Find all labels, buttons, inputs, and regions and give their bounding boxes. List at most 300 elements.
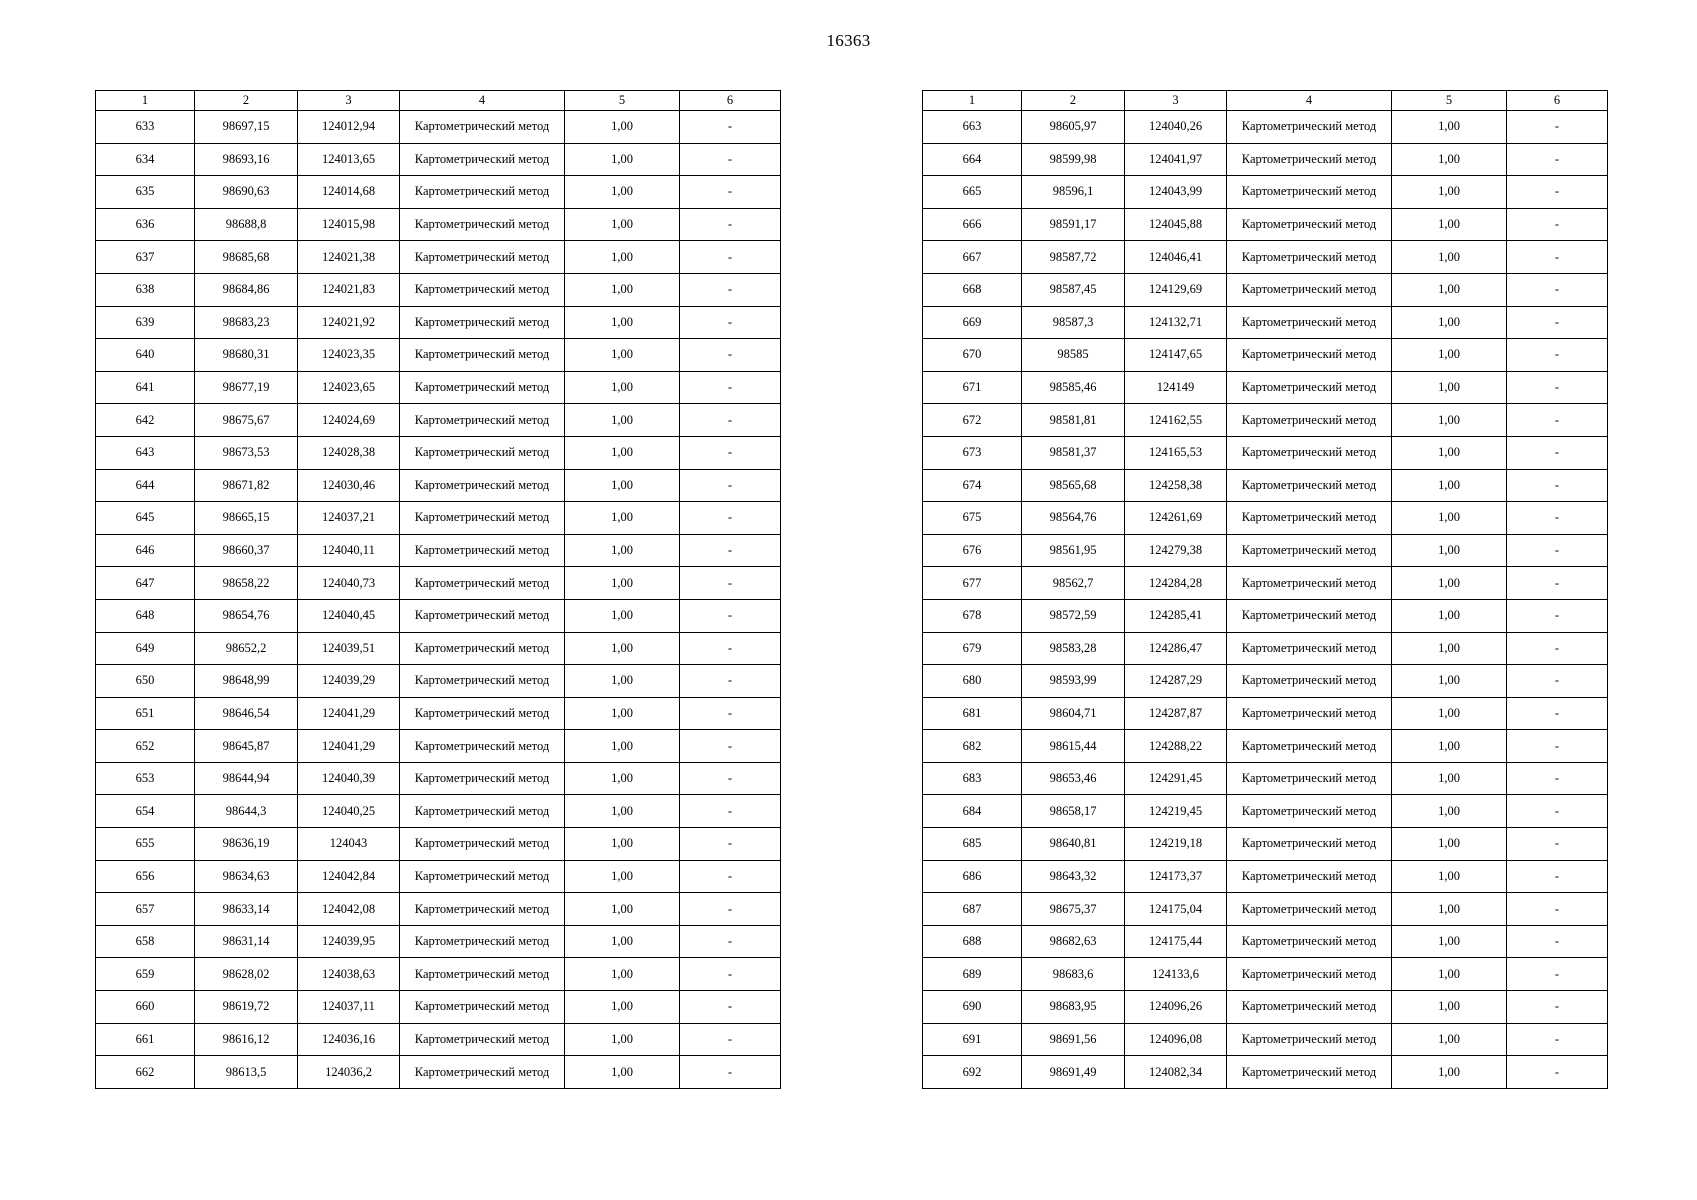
y-coordinate-cell: 124286,47 <box>1125 632 1227 665</box>
description-cell: - <box>1507 762 1608 795</box>
table-row <box>96 339 781 372</box>
accuracy-cell: 1,00 <box>565 697 680 730</box>
accuracy-cell: 1,00 <box>565 1023 680 1056</box>
method-cell: Картометрический метод <box>400 762 565 795</box>
point-number-cell: 677 <box>923 567 1022 600</box>
table-row <box>96 208 781 241</box>
point-number-cell: 645 <box>96 502 195 535</box>
y-coordinate-cell: 124173,37 <box>1125 860 1227 893</box>
y-coordinate-cell: 124046,41 <box>1125 241 1227 274</box>
description-cell: - <box>1507 893 1608 926</box>
table-row <box>96 762 781 795</box>
table-row <box>923 730 1608 763</box>
accuracy-cell: 1,00 <box>1392 339 1507 372</box>
accuracy-cell: 1,00 <box>565 632 680 665</box>
method-cell: Картометрический метод <box>1227 991 1392 1024</box>
y-coordinate-cell: 124023,65 <box>298 371 400 404</box>
table-row <box>96 534 781 567</box>
description-cell: - <box>1507 730 1608 763</box>
table-row <box>96 567 781 600</box>
point-number-cell: 674 <box>923 469 1022 502</box>
description-cell: - <box>1507 958 1608 991</box>
accuracy-cell: 1,00 <box>1392 1023 1507 1056</box>
point-number-cell: 681 <box>923 697 1022 730</box>
point-number-cell: 662 <box>96 1056 195 1089</box>
method-cell: Картометрический метод <box>400 208 565 241</box>
x-coordinate-cell: 98605,97 <box>1022 111 1125 144</box>
table-row <box>96 925 781 958</box>
table-header-row <box>923 91 1608 111</box>
y-coordinate-cell: 124149 <box>1125 371 1227 404</box>
description-cell: - <box>680 273 781 306</box>
description-cell: - <box>680 860 781 893</box>
method-cell: Картометрический метод <box>1227 762 1392 795</box>
point-number-cell: 653 <box>96 762 195 795</box>
description-cell: - <box>1507 111 1608 144</box>
accuracy-cell: 1,00 <box>1392 111 1507 144</box>
point-number-cell: 678 <box>923 599 1022 632</box>
x-coordinate-cell: 98645,87 <box>195 730 298 763</box>
y-coordinate-cell: 124040,25 <box>298 795 400 828</box>
point-number-cell: 663 <box>923 111 1022 144</box>
column-header-2: 2 <box>195 91 298 111</box>
x-coordinate-cell: 98587,45 <box>1022 273 1125 306</box>
accuracy-cell: 1,00 <box>565 860 680 893</box>
method-cell: Картометрический метод <box>1227 860 1392 893</box>
accuracy-cell: 1,00 <box>1392 632 1507 665</box>
accuracy-cell: 1,00 <box>565 828 680 861</box>
y-coordinate-cell: 124258,38 <box>1125 469 1227 502</box>
y-coordinate-cell: 124042,84 <box>298 860 400 893</box>
y-coordinate-cell: 124132,71 <box>1125 306 1227 339</box>
point-number-cell: 648 <box>96 599 195 632</box>
description-cell: - <box>680 1056 781 1089</box>
x-coordinate-cell: 98658,22 <box>195 567 298 600</box>
x-coordinate-cell: 98565,68 <box>1022 469 1125 502</box>
table-row <box>923 567 1608 600</box>
method-cell: Картометрический метод <box>1227 208 1392 241</box>
x-coordinate-cell: 98593,99 <box>1022 665 1125 698</box>
accuracy-cell: 1,00 <box>1392 599 1507 632</box>
point-number-cell: 642 <box>96 404 195 437</box>
y-coordinate-cell: 124023,35 <box>298 339 400 372</box>
point-number-cell: 688 <box>923 925 1022 958</box>
column-header-3: 3 <box>1125 91 1227 111</box>
method-cell: Картометрический метод <box>400 436 565 469</box>
method-cell: Картометрический метод <box>400 730 565 763</box>
x-coordinate-cell: 98583,28 <box>1022 632 1125 665</box>
method-cell: Картометрический метод <box>1227 665 1392 698</box>
point-number-cell: 669 <box>923 306 1022 339</box>
description-cell: - <box>1507 697 1608 730</box>
accuracy-cell: 1,00 <box>1392 828 1507 861</box>
x-coordinate-cell: 98691,49 <box>1022 1056 1125 1089</box>
point-number-cell: 638 <box>96 273 195 306</box>
accuracy-cell: 1,00 <box>565 273 680 306</box>
accuracy-cell: 1,00 <box>1392 371 1507 404</box>
point-number-cell: 672 <box>923 404 1022 437</box>
y-coordinate-cell: 124036,16 <box>298 1023 400 1056</box>
accuracy-cell: 1,00 <box>1392 1056 1507 1089</box>
accuracy-cell: 1,00 <box>565 567 680 600</box>
description-cell: - <box>1507 665 1608 698</box>
table-row <box>96 958 781 991</box>
y-coordinate-cell: 124219,18 <box>1125 828 1227 861</box>
x-coordinate-cell: 98648,99 <box>195 665 298 698</box>
description-cell: - <box>1507 860 1608 893</box>
accuracy-cell: 1,00 <box>565 143 680 176</box>
table-body-right <box>923 111 1608 1089</box>
y-coordinate-cell: 124288,22 <box>1125 730 1227 763</box>
x-coordinate-cell: 98640,81 <box>1022 828 1125 861</box>
y-coordinate-cell: 124285,41 <box>1125 599 1227 632</box>
method-cell: Картометрический метод <box>1227 1023 1392 1056</box>
x-coordinate-cell: 98634,63 <box>195 860 298 893</box>
point-number-cell: 687 <box>923 893 1022 926</box>
method-cell: Картометрический метод <box>400 860 565 893</box>
description-cell: - <box>680 176 781 209</box>
description-cell: - <box>680 306 781 339</box>
accuracy-cell: 1,00 <box>1392 860 1507 893</box>
point-number-cell: 676 <box>923 534 1022 567</box>
accuracy-cell: 1,00 <box>565 795 680 828</box>
table-row <box>923 1023 1608 1056</box>
y-coordinate-cell: 124045,88 <box>1125 208 1227 241</box>
method-cell: Картометрический метод <box>1227 567 1392 600</box>
table-row <box>923 273 1608 306</box>
table-row <box>923 208 1608 241</box>
x-coordinate-cell: 98675,37 <box>1022 893 1125 926</box>
method-cell: Картометрический метод <box>400 599 565 632</box>
accuracy-cell: 1,00 <box>1392 958 1507 991</box>
description-cell: - <box>680 371 781 404</box>
description-cell: - <box>1507 241 1608 274</box>
method-cell: Картометрический метод <box>1227 925 1392 958</box>
y-coordinate-cell: 124165,53 <box>1125 436 1227 469</box>
x-coordinate-cell: 98572,59 <box>1022 599 1125 632</box>
x-coordinate-cell: 98654,76 <box>195 599 298 632</box>
column-header-1: 1 <box>923 91 1022 111</box>
method-cell: Картометрический метод <box>1227 502 1392 535</box>
column-header-1: 1 <box>96 91 195 111</box>
y-coordinate-cell: 124291,45 <box>1125 762 1227 795</box>
x-coordinate-cell: 98653,46 <box>1022 762 1125 795</box>
method-cell: Картометрический метод <box>1227 404 1392 437</box>
x-coordinate-cell: 98675,67 <box>195 404 298 437</box>
description-cell: - <box>1507 436 1608 469</box>
table-row <box>923 404 1608 437</box>
y-coordinate-cell: 124041,29 <box>298 697 400 730</box>
method-cell: Картометрический метод <box>1227 828 1392 861</box>
method-cell: Картометрический метод <box>400 502 565 535</box>
y-coordinate-cell: 124287,29 <box>1125 665 1227 698</box>
x-coordinate-cell: 98619,72 <box>195 991 298 1024</box>
point-number-cell: 658 <box>96 925 195 958</box>
method-cell: Картометрический метод <box>400 176 565 209</box>
point-number-cell: 659 <box>96 958 195 991</box>
x-coordinate-cell: 98658,17 <box>1022 795 1125 828</box>
description-cell: - <box>680 339 781 372</box>
table-row <box>923 795 1608 828</box>
column-header-5: 5 <box>1392 91 1507 111</box>
method-cell: Картометрический метод <box>1227 111 1392 144</box>
method-cell: Картометрический метод <box>1227 697 1392 730</box>
x-coordinate-cell: 98682,63 <box>1022 925 1125 958</box>
table-row <box>923 697 1608 730</box>
y-coordinate-cell: 124036,2 <box>298 1056 400 1089</box>
y-coordinate-cell: 124043 <box>298 828 400 861</box>
point-number-cell: 651 <box>96 697 195 730</box>
method-cell: Картометрический метод <box>400 893 565 926</box>
table-row <box>96 143 781 176</box>
method-cell: Картометрический метод <box>1227 599 1392 632</box>
method-cell: Картометрический метод <box>1227 534 1392 567</box>
y-coordinate-cell: 124028,38 <box>298 436 400 469</box>
method-cell: Картометрический метод <box>1227 273 1392 306</box>
method-cell: Картометрический метод <box>400 143 565 176</box>
accuracy-cell: 1,00 <box>1392 273 1507 306</box>
y-coordinate-cell: 124039,51 <box>298 632 400 665</box>
description-cell: - <box>680 208 781 241</box>
description-cell: - <box>1507 371 1608 404</box>
point-number-cell: 670 <box>923 339 1022 372</box>
x-coordinate-cell: 98644,94 <box>195 762 298 795</box>
method-cell: Картометрический метод <box>400 828 565 861</box>
y-coordinate-cell: 124147,65 <box>1125 339 1227 372</box>
accuracy-cell: 1,00 <box>1392 697 1507 730</box>
accuracy-cell: 1,00 <box>565 502 680 535</box>
table-body-left <box>96 111 781 1089</box>
description-cell: - <box>680 697 781 730</box>
accuracy-cell: 1,00 <box>1392 567 1507 600</box>
description-cell: - <box>1507 339 1608 372</box>
description-cell: - <box>1507 991 1608 1024</box>
y-coordinate-cell: 124039,29 <box>298 665 400 698</box>
y-coordinate-cell: 124096,26 <box>1125 991 1227 1024</box>
accuracy-cell: 1,00 <box>1392 795 1507 828</box>
table-row <box>923 339 1608 372</box>
point-number-cell: 649 <box>96 632 195 665</box>
accuracy-cell: 1,00 <box>565 371 680 404</box>
accuracy-cell: 1,00 <box>1392 665 1507 698</box>
y-coordinate-cell: 124042,08 <box>298 893 400 926</box>
accuracy-cell: 1,00 <box>1392 208 1507 241</box>
x-coordinate-cell: 98615,44 <box>1022 730 1125 763</box>
accuracy-cell: 1,00 <box>1392 176 1507 209</box>
description-cell: - <box>680 469 781 502</box>
y-coordinate-cell: 124021,83 <box>298 273 400 306</box>
x-coordinate-cell: 98665,15 <box>195 502 298 535</box>
method-cell: Картометрический метод <box>1227 306 1392 339</box>
description-cell: - <box>680 111 781 144</box>
y-coordinate-cell: 124096,08 <box>1125 1023 1227 1056</box>
x-coordinate-cell: 98697,15 <box>195 111 298 144</box>
column-header-6: 6 <box>1507 91 1608 111</box>
point-number-cell: 682 <box>923 730 1022 763</box>
table-row <box>923 1056 1608 1089</box>
point-number-cell: 657 <box>96 893 195 926</box>
description-cell: - <box>680 795 781 828</box>
x-coordinate-cell: 98644,3 <box>195 795 298 828</box>
column-header-4: 4 <box>400 91 565 111</box>
point-number-cell: 665 <box>923 176 1022 209</box>
method-cell: Картометрический метод <box>400 632 565 665</box>
method-cell: Картометрический метод <box>400 1023 565 1056</box>
description-cell: - <box>680 762 781 795</box>
x-coordinate-cell: 98652,2 <box>195 632 298 665</box>
x-coordinate-cell: 98633,14 <box>195 893 298 926</box>
description-cell: - <box>1507 502 1608 535</box>
x-coordinate-cell: 98636,19 <box>195 828 298 861</box>
accuracy-cell: 1,00 <box>565 730 680 763</box>
x-coordinate-cell: 98684,86 <box>195 273 298 306</box>
y-coordinate-cell: 124040,73 <box>298 567 400 600</box>
table-row <box>923 469 1608 502</box>
table-row <box>923 599 1608 632</box>
x-coordinate-cell: 98671,82 <box>195 469 298 502</box>
x-coordinate-cell: 98564,76 <box>1022 502 1125 535</box>
x-coordinate-cell: 98591,17 <box>1022 208 1125 241</box>
table-row <box>923 111 1608 144</box>
x-coordinate-cell: 98596,1 <box>1022 176 1125 209</box>
y-coordinate-cell: 124021,38 <box>298 241 400 274</box>
column-header-3: 3 <box>298 91 400 111</box>
table-row <box>923 925 1608 958</box>
point-number-cell: 668 <box>923 273 1022 306</box>
point-number-cell: 685 <box>923 828 1022 861</box>
method-cell: Картометрический метод <box>400 273 565 306</box>
accuracy-cell: 1,00 <box>565 762 680 795</box>
method-cell: Картометрический метод <box>400 404 565 437</box>
point-number-cell: 660 <box>96 991 195 1024</box>
table-row <box>923 958 1608 991</box>
accuracy-cell: 1,00 <box>1392 404 1507 437</box>
accuracy-cell: 1,00 <box>1392 991 1507 1024</box>
method-cell: Картометрический метод <box>1227 371 1392 404</box>
x-coordinate-cell: 98688,8 <box>195 208 298 241</box>
method-cell: Картометрический метод <box>400 697 565 730</box>
y-coordinate-cell: 124039,95 <box>298 925 400 958</box>
method-cell: Картометрический метод <box>1227 143 1392 176</box>
accuracy-cell: 1,00 <box>565 991 680 1024</box>
point-number-cell: 652 <box>96 730 195 763</box>
y-coordinate-cell: 124040,11 <box>298 534 400 567</box>
description-cell: - <box>680 502 781 535</box>
y-coordinate-cell: 124279,38 <box>1125 534 1227 567</box>
point-number-cell: 639 <box>96 306 195 339</box>
table-row <box>96 697 781 730</box>
table-row <box>923 143 1608 176</box>
accuracy-cell: 1,00 <box>565 339 680 372</box>
table-row <box>923 665 1608 698</box>
table-row <box>923 306 1608 339</box>
y-coordinate-cell: 124041,29 <box>298 730 400 763</box>
x-coordinate-cell: 98631,14 <box>195 925 298 958</box>
method-cell: Картометрический метод <box>400 1056 565 1089</box>
point-number-cell: 664 <box>923 143 1022 176</box>
method-cell: Картометрический метод <box>1227 176 1392 209</box>
table-row <box>923 371 1608 404</box>
x-coordinate-cell: 98562,7 <box>1022 567 1125 600</box>
point-number-cell: 641 <box>96 371 195 404</box>
x-coordinate-cell: 98599,98 <box>1022 143 1125 176</box>
table-row <box>923 502 1608 535</box>
table-row <box>96 860 781 893</box>
point-number-cell: 666 <box>923 208 1022 241</box>
accuracy-cell: 1,00 <box>565 958 680 991</box>
description-cell: - <box>680 1023 781 1056</box>
accuracy-cell: 1,00 <box>1392 306 1507 339</box>
x-coordinate-cell: 98677,19 <box>195 371 298 404</box>
method-cell: Картометрический метод <box>1227 958 1392 991</box>
description-cell: - <box>680 143 781 176</box>
accuracy-cell: 1,00 <box>1392 143 1507 176</box>
point-number-cell: 667 <box>923 241 1022 274</box>
description-cell: - <box>1507 404 1608 437</box>
y-coordinate-cell: 124175,04 <box>1125 893 1227 926</box>
method-cell: Картометрический метод <box>400 371 565 404</box>
table-row <box>96 469 781 502</box>
x-coordinate-cell: 98616,12 <box>195 1023 298 1056</box>
point-number-cell: 643 <box>96 436 195 469</box>
accuracy-cell: 1,00 <box>565 534 680 567</box>
accuracy-cell: 1,00 <box>1392 469 1507 502</box>
y-coordinate-cell: 124014,68 <box>298 176 400 209</box>
accuracy-cell: 1,00 <box>565 306 680 339</box>
description-cell: - <box>1507 534 1608 567</box>
table-row <box>923 534 1608 567</box>
x-coordinate-cell: 98585,46 <box>1022 371 1125 404</box>
accuracy-cell: 1,00 <box>565 241 680 274</box>
y-coordinate-cell: 124129,69 <box>1125 273 1227 306</box>
x-coordinate-cell: 98646,54 <box>195 697 298 730</box>
point-number-cell: 636 <box>96 208 195 241</box>
table-row <box>96 632 781 665</box>
accuracy-cell: 1,00 <box>1392 502 1507 535</box>
description-cell: - <box>680 958 781 991</box>
x-coordinate-cell: 98581,81 <box>1022 404 1125 437</box>
table-row <box>96 306 781 339</box>
accuracy-cell: 1,00 <box>565 599 680 632</box>
method-cell: Картометрический метод <box>400 306 565 339</box>
point-number-cell: 680 <box>923 665 1022 698</box>
y-coordinate-cell: 124082,34 <box>1125 1056 1227 1089</box>
point-number-cell: 656 <box>96 860 195 893</box>
point-number-cell: 633 <box>96 111 195 144</box>
method-cell: Картометрический метод <box>1227 241 1392 274</box>
method-cell: Картометрический метод <box>400 241 565 274</box>
method-cell: Картометрический метод <box>400 534 565 567</box>
point-number-cell: 647 <box>96 567 195 600</box>
x-coordinate-cell: 98690,63 <box>195 176 298 209</box>
y-coordinate-cell: 124261,69 <box>1125 502 1227 535</box>
method-cell: Картометрический метод <box>400 991 565 1024</box>
table-row <box>923 828 1608 861</box>
x-coordinate-cell: 98683,23 <box>195 306 298 339</box>
y-coordinate-cell: 124133,6 <box>1125 958 1227 991</box>
table-row <box>96 991 781 1024</box>
method-cell: Картометрический метод <box>400 339 565 372</box>
table-row <box>96 436 781 469</box>
x-coordinate-cell: 98628,02 <box>195 958 298 991</box>
column-header-2: 2 <box>1022 91 1125 111</box>
x-coordinate-cell: 98604,71 <box>1022 697 1125 730</box>
point-number-cell: 692 <box>923 1056 1022 1089</box>
x-coordinate-cell: 98685,68 <box>195 241 298 274</box>
description-cell: - <box>1507 176 1608 209</box>
method-cell: Картометрический метод <box>1227 632 1392 665</box>
x-coordinate-cell: 98691,56 <box>1022 1023 1125 1056</box>
